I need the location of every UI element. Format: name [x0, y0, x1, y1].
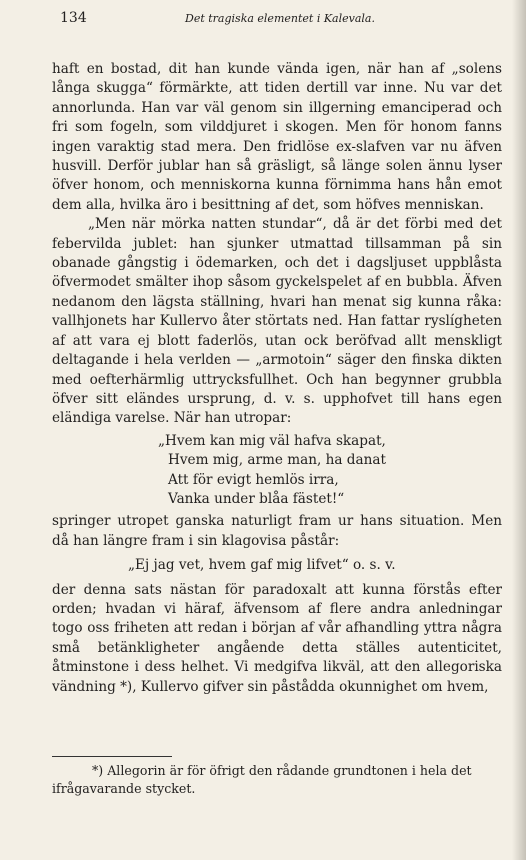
- paragraph: springer utropet ganska naturligt fram ur hans situation. Men då han längre fram i sin klagovisa påstår:: [52, 513, 502, 549]
- paragraph: haft en bostad, dit han kunde vända igen, när han af „solens långa skugga“ förmärkte, att tiden dertill var inne. Nu var det annorlunda. Han var väl genom sin illgerning emanciperad och fri som fogeln, som vilddjuret i skogen. Men för honom fanns ingen varaktig stad mera. Den fridlöse ex-slafven var nu äfven husvill. Derför jublar han så gräsligt, så länge solen ännu lyser öfver honom, och menniskorna kunna förnimma hans hån emot dem alla, hvilka äro i besittning af det, som höfves menniskan.: [52, 61, 502, 213]
- quote-line: „Ej jag vet, hvem gaf mig lifvet“ o. s. v.: [128, 557, 396, 574]
- verse-line: Hvem mig, arme man, ha danat: [168, 452, 386, 469]
- body-text: [52, 60, 502, 697]
- page-number: 134: [60, 10, 87, 26]
- footnote: [52, 762, 502, 798]
- footnote-text: *) Allegorin är för öfrigt den rådande grundtonen i hela det ifrågavarande stycket.: [52, 763, 472, 796]
- verse-line: Att för evigt hemlös irra,: [168, 471, 339, 488]
- verse-line: Vanka under blåa fästet!“: [168, 490, 345, 507]
- footnote-rule: [52, 756, 172, 757]
- page-edge-shadow: [512, 0, 526, 860]
- verse-line: „Hvem kan mig väl hafva skapat,: [158, 432, 386, 449]
- paragraph: „Men när mörka natten stundar“, då är det förbi med det febervilda jublet: han sjunker utmattad tillsamman på sin obanade gångstig i ödemarken, och det i dagsljuset uppblåsta öfvermodet smälter ihop såsom gyckelspelet af en bubbla. Äfven nedanom den lägsta ställning, hvari han menat sig kunna råka: vallhjonets har Kullervo åter störtats ned. Han fattar ryslígheten af att vara ej blott faderlös, utan ock beröfvad allt menskligt deltagande i hela verlden — „armotoin“ säger den finska dikten med oefterhärmlig uttrycksfullhet. Och han begynner grubbla öfver sitt eländes ursprung, d. v. s. upphofvet till hans egen eländiga varelse. När han utropar:: [52, 216, 502, 427]
- verse-block: [158, 432, 502, 510]
- page-header: [60, 10, 500, 30]
- running-title: Det tragiska elementet i Kalevala.: [185, 12, 375, 25]
- paragraph: der denna sats nästan för paradoxalt att kunna förstås efter orden; hvadan vi häraf, äfvensom af flere andra anledningar togo oss friheten att redan i början af vår afhandling yttra några små betänkligheter angående detta ställes autenticitet, åtminstone i dess helhet. Vi medgifva likväl, att den allegoriska vändning *), Kullervo gifver sin påstådda okunnighet om hvem,: [52, 581, 502, 695]
